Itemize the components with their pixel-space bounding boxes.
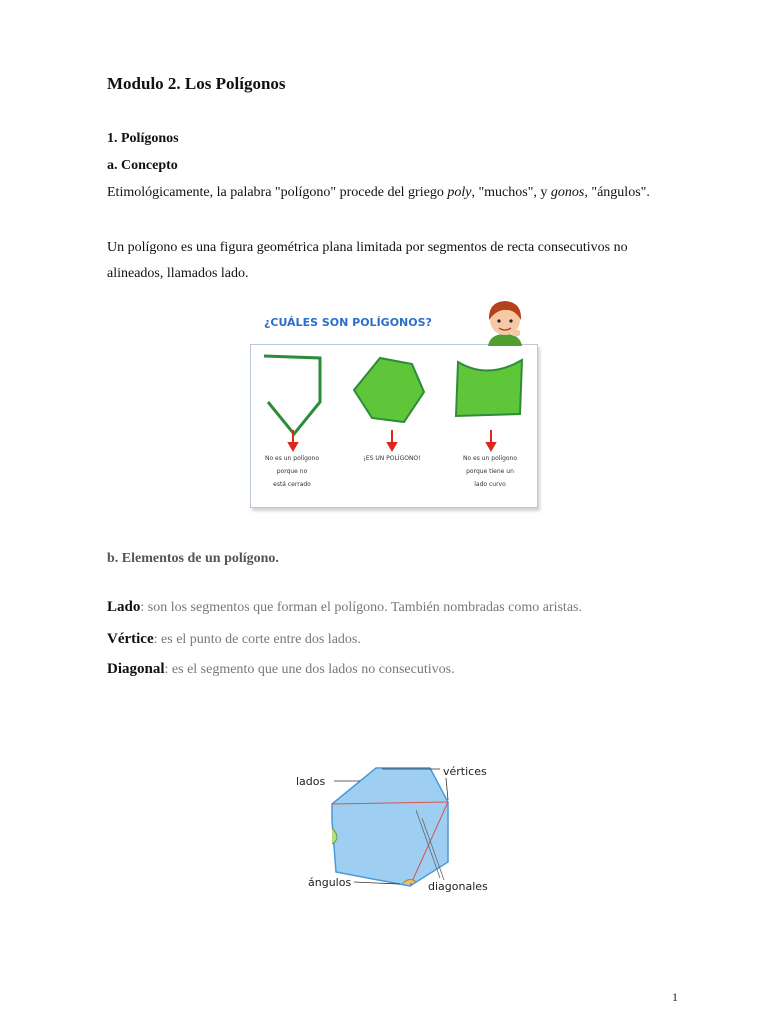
arrow-down-icon (487, 443, 495, 450)
caption-polygon: ¡ES UN POLÍGONO! (363, 455, 421, 462)
arrow-down-icon (388, 443, 396, 450)
caption-curved: No es un polígono porque tiene un lado curvo (462, 455, 518, 488)
paragraph-definition: Un polígono es una figura geométrica plana limitada por segmentos de recta consecutivos no alineados, llamados lado. (107, 240, 628, 281)
open-shape (264, 356, 320, 434)
label-diagonales: diagonales (428, 880, 488, 893)
label-vertices: vértices (443, 765, 487, 778)
arrow-down-icon (289, 443, 297, 450)
pentagon-shape (354, 358, 424, 422)
page-title: Modulo 2. Los Polígonos (107, 74, 286, 93)
section-heading: 1. Polígonos (107, 131, 179, 146)
caption-open: No es un polígono porque no está cerrado (264, 455, 320, 488)
polygon-shapes (250, 344, 538, 454)
subsection-heading-elements: b. Elementos de un polígono. (107, 551, 279, 566)
cartoon-child-icon (482, 296, 528, 346)
hexagon-shape (332, 768, 448, 886)
label-angulos: ángulos (308, 876, 352, 889)
polygons-figure (250, 296, 540, 509)
paragraph-etymology: Etimológicamente, la palabra "polígono" procede del griego poly, "muchos", y gonos, "ángulos". (107, 185, 650, 200)
curved-side-shape (456, 360, 522, 416)
label-lados: lados (296, 775, 326, 788)
figure-question: ¿CUÁLES SON POLÍGONOS? (264, 316, 432, 329)
definition-lado: Lado: son los segmentos que forman el polígono. También nombradas como aristas. (107, 599, 582, 615)
subsection-heading: a. Concepto (107, 158, 178, 173)
polygon-elements-diagram (290, 760, 500, 900)
definition-vertice: Vértice: es el punto de corte entre dos lados. (107, 631, 361, 647)
definition-diagonal: Diagonal: es el segmento que une dos lados no consecutivos. (107, 661, 455, 677)
page-number: 1 (672, 990, 678, 1004)
